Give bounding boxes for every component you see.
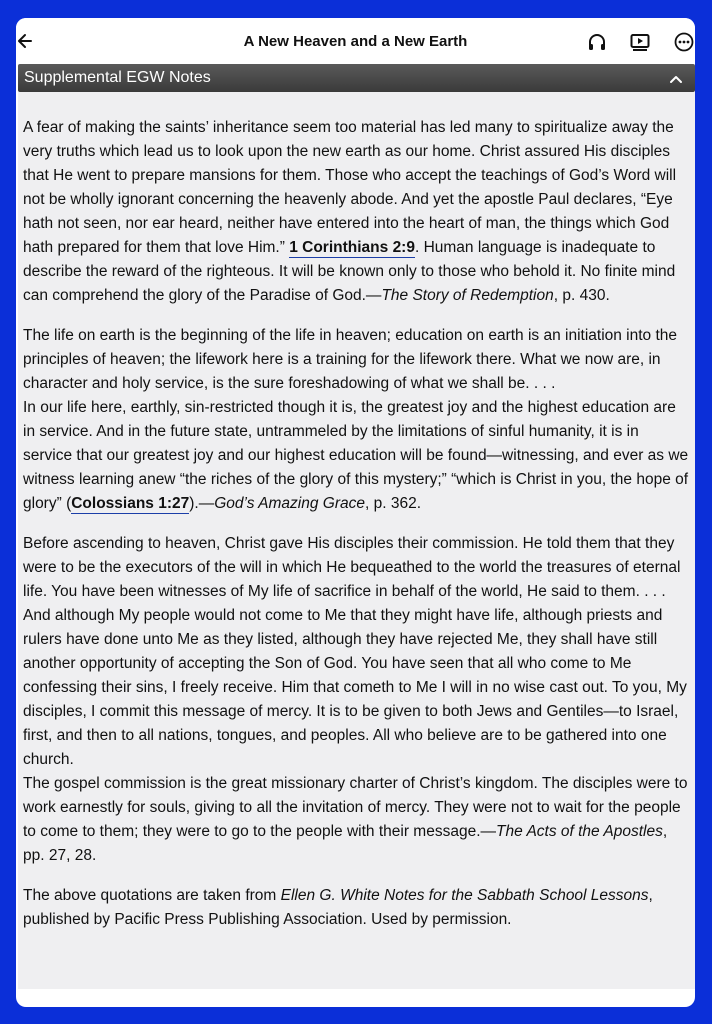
page-title: A New Heaven and a New Earth xyxy=(243,33,468,50)
video-icon[interactable] xyxy=(629,31,651,53)
paragraph-text: , pp. 27, 28. xyxy=(23,823,668,864)
footer-text: , published by Pacific Press Publishing Association. Used by permission. xyxy=(23,887,653,928)
paragraph-text: ).— xyxy=(189,495,215,512)
panel-title: Supplemental EGW Notes xyxy=(24,69,211,86)
paragraph-text: . Human language is inadequate to describe the reward of the righteous. It will be known only to those who behold it. No finite mind can comprehend the glory of the Paradise of God.— xyxy=(23,239,676,304)
app-window xyxy=(16,18,695,1007)
paragraph-text: Before ascending to heaven, Christ gave His disciples their commission. He told them that they were to be the executors of the will in which He bequeathed to the world the treasures of eternal life. You have been witnesses of My life of sacrifice in behalf of the world, He said to them. . . . And although My people would not come to Me that they might have life, although priests and rulers have done unto Me as they listed, although they have rejected Me, they shall have still another opportunity of accepting the Son of God. You have seen that all who come to Me confessing their sins, I freely receive. Him that cometh to Me I will in no wise cast out. To you, My disciples, I commit this message of mercy. It is to be given to both Jews and Gentiles—to Israel, first, and then to all nations, tongues, and peoples. All who believe are to be gathered into one church. xyxy=(23,535,687,768)
paragraph-text: , p. 430. xyxy=(553,287,610,304)
paragraph-text: In our life here, earthly, sin-restricted though it is, the greatest joy and the highest education are in service. And in the future state, untrammeled by the limitations of sinful humanity, it is in service that our greatest joy and our highest education will be found—witnessing, and ever as we witness learning anew “the riches of the glory of this mystery;” “which is Christ in you, the hope of glory” ( xyxy=(23,399,689,512)
attribution-footer xyxy=(23,884,691,932)
scripture-link-colossians-1-27[interactable]: Colossians 1:27 xyxy=(71,495,190,512)
supplemental-notes-header[interactable] xyxy=(18,64,695,92)
paragraph-1 xyxy=(23,116,691,308)
paragraph-text: , p. 362. xyxy=(365,495,422,512)
more-icon[interactable] xyxy=(673,31,695,53)
source-title: The Story of Redemption xyxy=(381,287,554,304)
paragraph-3 xyxy=(23,532,691,772)
source-title: The Acts of the Apostles xyxy=(496,823,663,840)
paragraph-2b xyxy=(23,396,691,516)
source-title: God’s Amazing Grace xyxy=(214,495,365,512)
paragraph-3b xyxy=(23,772,691,868)
paragraph-text: The gospel commission is the great missionary charter of Christ’s kingdom. The disciples were to work earnestly for souls, giving to all the invitation of mercy. They were not to wait for the people to come to them; they were to go to the people with their message.— xyxy=(23,775,688,840)
paragraph-2 xyxy=(23,324,691,396)
top-bar xyxy=(16,18,695,64)
chevron-up-icon[interactable] xyxy=(669,72,683,84)
notes-content xyxy=(18,92,695,989)
footer-text: The above quotations are taken from xyxy=(23,887,281,904)
notes-text xyxy=(23,116,691,948)
paragraph-text: The life on earth is the beginning of the life in heaven; education on earth is an initiation into the principles of heaven; the lifework here is a training for the lifework there. What we now are, in character and holy service, is the sure foreshadowing of what we shall be. . . . xyxy=(23,327,678,392)
paragraph-text: A fear of making the saints’ inheritance seem too material has led many to spiritualize away the very truths which lead us to look upon the new earth as our home. Christ assured His disciples that He went to prepare mansions for them. Those who accept the teachings of God’s Word will not be wholly ignorant concerning the heavenly abode. And yet the apostle Paul declares, “Eye hath not seen, nor ear heard, neither have entered into the heart of man, the things which God hath prepared for them that love Him.” xyxy=(23,119,677,256)
headphones-icon[interactable] xyxy=(586,31,608,53)
scripture-link-1-corinthians-2-9[interactable]: 1 Corinthians 2:9 xyxy=(289,239,415,256)
footer-source-title: Ellen G. White Notes for the Sabbath School Lessons xyxy=(280,887,649,904)
